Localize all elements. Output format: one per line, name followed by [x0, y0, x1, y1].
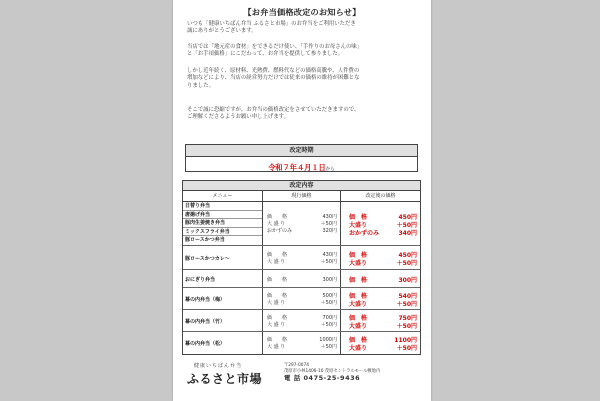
price-label: 価 格 [267, 315, 288, 321]
new-price-cell [340, 310, 420, 331]
price-value: ＋50円 [396, 301, 417, 308]
current-price-cell [262, 310, 340, 331]
new-price-cell [340, 288, 420, 309]
price-line [349, 313, 417, 321]
price-value: 700円 [322, 315, 337, 321]
price-value: 430円 [322, 214, 337, 220]
price-label: 価 格 [349, 252, 368, 259]
price-label: 価 格 [267, 293, 288, 299]
price-line [267, 227, 337, 234]
price-label: 大 盛 り [267, 221, 286, 227]
menu-item: ミックスフライ弁当 [185, 228, 230, 235]
price-value: 340円 [398, 229, 417, 237]
current-price-cell [262, 288, 340, 309]
price-line [349, 335, 417, 343]
price-value: 500円 [322, 293, 337, 299]
footer-postal: 〒297-0074 [284, 363, 309, 368]
current-price-cell [262, 201, 340, 245]
notice-sheet [173, 0, 431, 401]
price-label: 大 盛 り [267, 322, 286, 328]
menu-item: 豚肉生姜焼き弁当 [185, 220, 226, 227]
price-value: 450円 [398, 213, 417, 221]
price-line [267, 213, 337, 220]
period-header: 改定時期 [186, 145, 417, 157]
price-line [267, 292, 337, 299]
table-row [183, 246, 420, 270]
new-price-cell [340, 332, 420, 354]
price-value: 300円 [398, 277, 417, 284]
price-line [267, 276, 337, 283]
price-line [267, 220, 337, 227]
price-line [267, 336, 337, 343]
table-row [183, 310, 420, 332]
menu-divider [183, 218, 262, 219]
price-label: 大盛り [349, 260, 368, 267]
footer-address: 茂原市小林1406-10 茂原セントラルモール敷地内 [284, 369, 381, 374]
notice-title: 【お弁当価格改定のお知らせ】 [243, 7, 361, 17]
period-suffix: から [325, 167, 335, 172]
price-line [349, 321, 417, 329]
table-row [183, 270, 420, 288]
footer-phone: 電 話 0475-25-9436 [284, 374, 361, 382]
price-line [349, 258, 417, 266]
current-price-cell [262, 246, 340, 269]
menu-item: 豚ロースかつ弁当 [185, 237, 225, 244]
price-value: 430円 [322, 252, 337, 258]
menu-cell [183, 310, 262, 331]
price-value: 450円 [398, 252, 417, 259]
col-header-current: 現行価格 [262, 191, 340, 201]
price-label: 価 格 [349, 277, 368, 284]
new-price-cell [340, 270, 420, 287]
menu-divider [183, 210, 262, 211]
notice-paragraph: そこで誠に恐縮ですが、お弁当の価格改定をさせていただきますので、 ご理解くださるようお願い申し上げます。 [187, 107, 360, 121]
price-value: 540円 [398, 293, 417, 300]
footer-brand-name: ふるさと市場 [187, 372, 263, 386]
menu-item: 幕の内弁当（竹） [185, 318, 226, 325]
price-value: ＋50円 [320, 259, 337, 265]
col-header-menu: メニュー [212, 193, 233, 199]
price-value: ＋50円 [320, 221, 337, 227]
price-line [349, 343, 417, 351]
current-price-cell [262, 332, 340, 354]
price-line [267, 343, 337, 350]
price-line [267, 258, 337, 265]
footer-brand-tagline: 健康いちばん弁当 [194, 363, 243, 369]
current-price-cell [262, 270, 340, 287]
price-line [349, 299, 417, 307]
price-label: 大盛り [349, 345, 368, 352]
new-price-cell [340, 246, 420, 269]
menu-cell [183, 270, 262, 287]
price-label: 価 格 [267, 214, 288, 220]
price-line [349, 228, 417, 236]
table-row [183, 201, 420, 246]
price-value: 320円 [322, 228, 337, 234]
menu-item: 日替り弁当 [185, 203, 211, 209]
period-body [186, 157, 417, 173]
price-label: 大盛り [349, 323, 368, 330]
price-line [267, 314, 337, 321]
menu-divider [183, 227, 262, 228]
price-line [349, 275, 417, 283]
table-row [183, 288, 420, 310]
menu-item: 幕の内弁当（松） [185, 340, 226, 347]
price-line [267, 299, 337, 306]
price-value: ＋50円 [320, 344, 337, 350]
price-value: ＋50円 [396, 345, 417, 352]
revision-period-box [185, 144, 418, 172]
period-date: 令和７年４月１日 [268, 163, 326, 172]
price-label: 価 格 [267, 337, 288, 343]
price-label: 価 格 [349, 337, 368, 344]
price-line [267, 321, 337, 328]
price-label: 大 盛 り [267, 300, 286, 306]
menu-item: 唐揚げ弁当 [185, 211, 211, 218]
price-label: 価 格 [349, 315, 368, 322]
menu-item: おにぎり弁当 [185, 276, 216, 283]
notice-paragraph: しかし近年続く、原材料、光熱費、燃料代などの価格高騰や、人件費の 増加などにより、当店の経営努力だけでは従来の価格の維持が困難とな りました。 [187, 68, 360, 89]
price-value: ＋50円 [320, 300, 337, 306]
table-row [183, 332, 420, 354]
price-value: ＋50円 [320, 322, 337, 328]
price-label: 価 格 [267, 276, 288, 283]
price-label: 大 盛 り [267, 344, 286, 350]
price-value: 1100円 [394, 337, 417, 344]
price-label: 価 格 [349, 293, 368, 300]
price-value: ＋50円 [396, 260, 417, 267]
price-value: 1000円 [319, 337, 337, 343]
price-line [349, 250, 417, 258]
menu-cell [183, 201, 262, 245]
price-line [349, 291, 417, 299]
new-price-cell [340, 201, 420, 245]
price-value: 750円 [398, 315, 417, 322]
price-value: ＋50円 [396, 323, 417, 330]
notice-paragraph: いつも「健康いちばん弁当 ふるさと市場」のお弁当をご利用いただき 誠にありがとうございます。 [187, 21, 356, 35]
price-label: 大盛り [349, 301, 368, 308]
price-line [267, 251, 337, 258]
menu-item: 豚ロースかつカレ～ [185, 255, 230, 262]
price-line [349, 212, 417, 220]
menu-item: 幕の内弁当（梅） [185, 296, 226, 303]
price-value: 300円 [322, 276, 337, 283]
price-label: 価 格 [349, 213, 368, 221]
price-change-table [182, 180, 421, 355]
col-header-new: 改定後の価格 [340, 191, 420, 201]
price-label: 大盛り [349, 221, 368, 229]
menu-divider [183, 235, 262, 236]
menu-cell [183, 332, 262, 354]
menu-cell [183, 288, 262, 309]
menu-cell [183, 246, 262, 269]
changes-header: 改定内容 [183, 181, 420, 191]
price-label: おかずのみ [349, 229, 380, 237]
price-label: 価 格 [267, 252, 288, 258]
notice-paragraph: 当店では「地元産の食材」をできるだけ使い、「手作りのお母さんの味」 と「お手頃価格」にこだわって、お弁当を提供して参りました。 [187, 44, 363, 58]
price-label: おかずのみ [267, 228, 293, 234]
price-label: 大 盛 り [267, 259, 286, 265]
price-line [349, 220, 417, 228]
price-value: ＋50円 [396, 221, 417, 229]
